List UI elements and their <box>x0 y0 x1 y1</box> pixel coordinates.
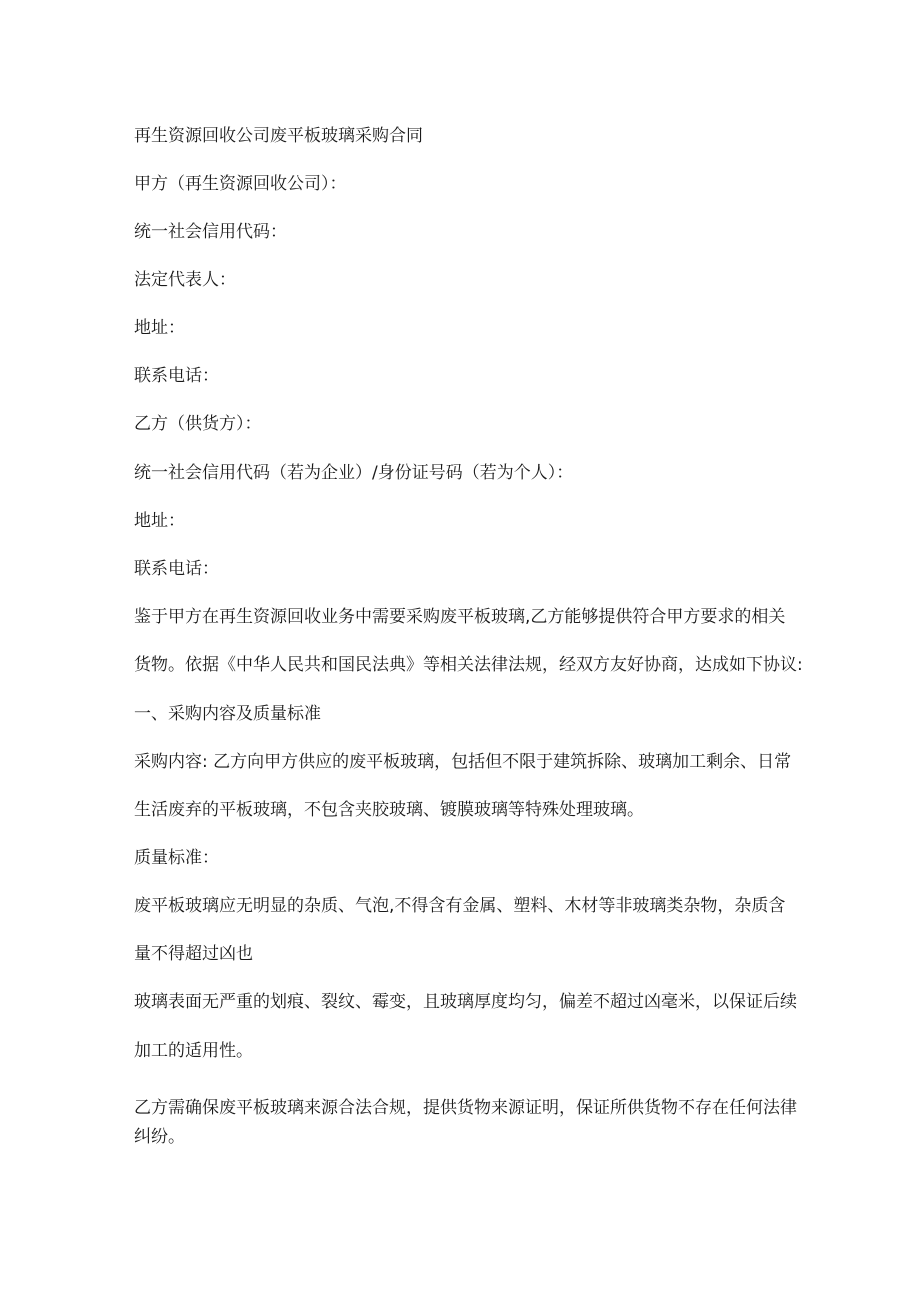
preamble-line: 货物。依据《中华人民共和国民法典》等相关法律法规，经双方友好协商，达成如下协议: <box>134 655 803 675</box>
party-a-label: 甲方（再生资源回收公司）： <box>134 174 347 194</box>
party-a-credit-code: 统一社会信用代码： <box>134 222 287 242</box>
source-line: 乙方需确保废平板玻璃来源合法合规，提供货物来源证明，保证所供货物不存在任何法律 <box>134 1098 797 1118</box>
contract-title: 再生资源回收公司废平板玻璃采购合同 <box>134 126 423 146</box>
quality-line: 废平板玻璃应无明显的杂质、气泡,不得含有金属、塑料、木材等非玻璃类杂物，杂质含 <box>134 896 786 916</box>
party-a-phone: 联系电话： <box>134 366 219 386</box>
quality-label: 质量标准： <box>134 848 219 868</box>
content-line: 采购内容: 乙方向甲方供应的废平板玻璃，包括但不限于建筑拆除、玻璃加工剩余、日常 <box>134 752 792 772</box>
source-line: 纠纷。 <box>134 1127 185 1147</box>
party-b-label: 乙方（供货方）： <box>134 414 262 434</box>
quality-line: 玻璃表面无严重的划痕、裂纹、霉变，且玻璃厚度均匀，偏差不超过凶毫米，以保证后续 <box>134 992 797 1012</box>
quality-line: 加工的适用性。 <box>134 1041 253 1061</box>
section-heading: 一、采购内容及质量标准 <box>134 704 321 724</box>
party-b-address: 地址： <box>134 511 185 531</box>
party-b-phone: 联系电话： <box>134 559 219 579</box>
quality-line: 量不得超过凶也 <box>134 944 253 964</box>
party-a-address: 地址： <box>134 318 185 338</box>
preamble-line: 鉴于甲方在再生资源回收业务中需要采购废平板玻璃,乙方能够提供符合甲方要求的相关 <box>134 607 786 627</box>
party-b-credit-code: 统一社会信用代码（若为企业）/身份证号码（若为个人）： <box>134 463 574 483</box>
content-line: 生活废弃的平板玻璃，不包含夹胶玻璃、镀膜玻璃等特殊处理玻璃。 <box>134 800 644 820</box>
party-a-legal-rep: 法定代表人： <box>134 270 236 290</box>
